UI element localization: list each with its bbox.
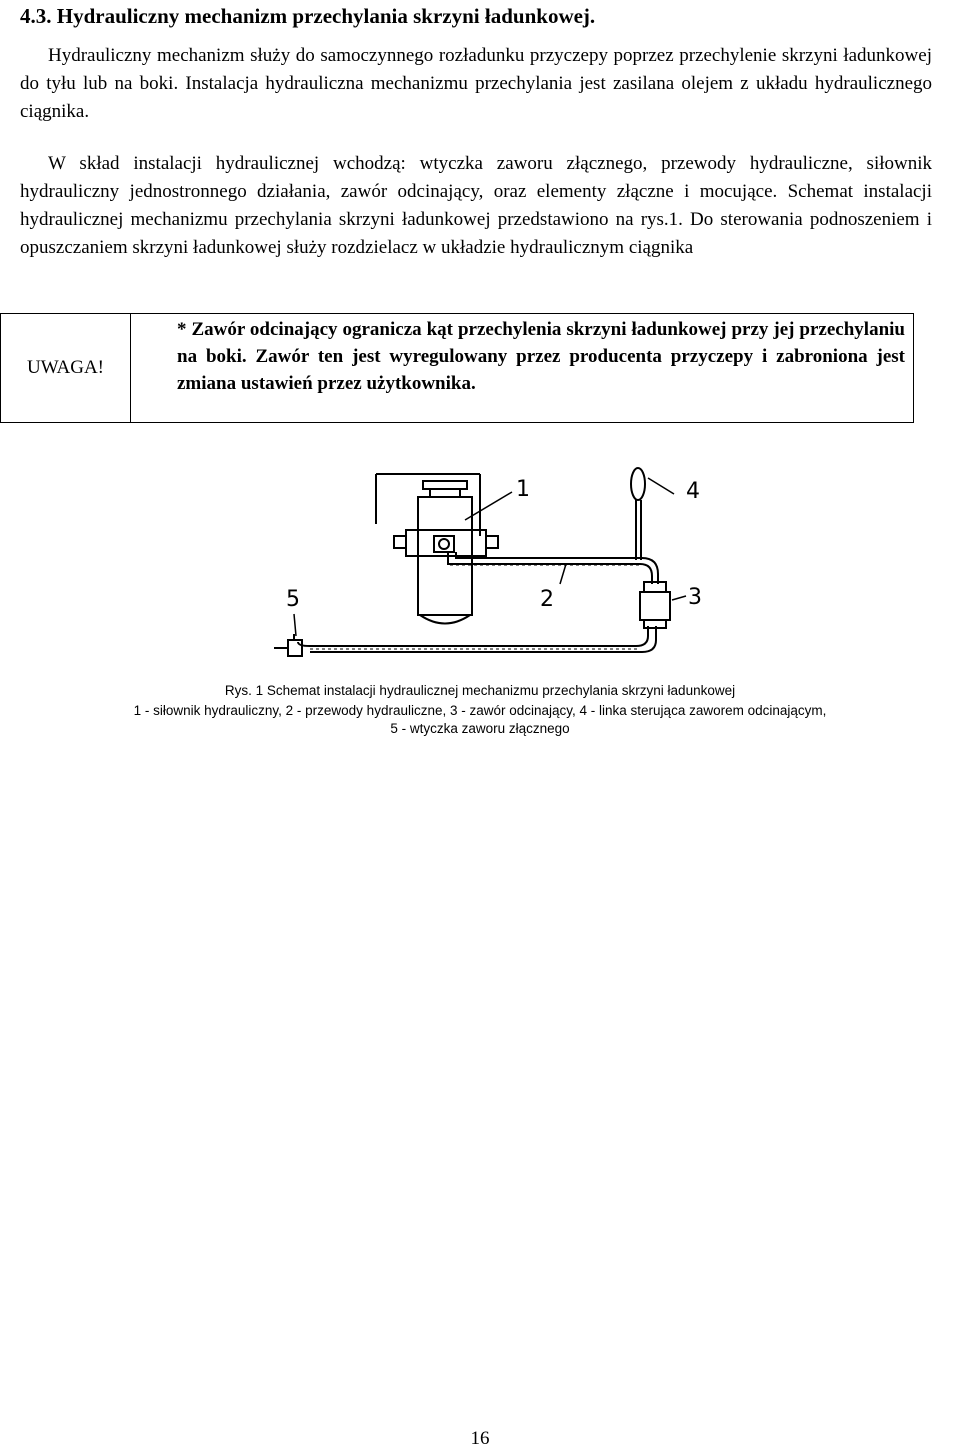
- callout-label-2: 2: [540, 587, 554, 612]
- hydraulic-schematic-figure: [270, 464, 720, 670]
- warning-label: UWAGA!: [1, 314, 131, 422]
- cylinder-outline: [376, 474, 498, 624]
- warning-text: * Zawór odcinający ogranicza kąt przechylenia skrzyni ładunkowej przy jej przechylaniu na boki. Zawór ten jest wyregulowany przez producenta przyczepy i zabroniona jest zmiana ustawień przez użytkownika.: [177, 319, 905, 394]
- coupling-plug: [274, 634, 302, 656]
- callout-label-3: 3: [688, 585, 702, 610]
- callout-label-5: 5: [286, 587, 300, 612]
- figure-caption-legend-1: 1 - siłownik hydrauliczny, 2 - przewody hydrauliczne, 3 - zawór odcinający, 4 - linka sterująca zaworem odcinającym,: [133, 703, 827, 718]
- figure-caption-legend-2: 5 - wtyczka zaworu złącznego: [390, 721, 570, 736]
- intro-paragraph-text: Hydrauliczny mechanizm służy do samoczynnego rozładunku przyczepy poprzez przechylenie skrzyni ładunkowej do tyłu lub na boki. Instalacja hydrauliczna mechanizmu przechylania jest zasilana olejem z układu hydraulicznego ciągnika.: [20, 45, 932, 122]
- figure-caption-title: Rys. 1 Schemat instalacji hydraulicznej mechanizmu przechylania skrzyni ładunkowej: [224, 683, 736, 698]
- components-paragraph: [20, 150, 932, 262]
- shut-off-valve: [640, 582, 670, 628]
- callout-label-4: 4: [686, 479, 700, 504]
- warning-box: [0, 313, 914, 423]
- control-cable: [631, 468, 645, 560]
- intro-paragraph: [20, 42, 932, 126]
- page-number: 16: [470, 1428, 490, 1449]
- hydraulic-hose: [298, 552, 658, 652]
- components-paragraph-text: W skład instalacji hydraulicznej wchodzą: wtyczka zaworu złącznego, przewody hydrauliczne, siłownik hydrauliczny jednostronnego działania, zawór odcinający, oraz elementy złączne i mocujące. Schemat instalacji hydraulicznej mechanizmu przechylania skrzyni ładunkowej przedstawiono na rys.1. Do sterowania podnoszeniem i opuszczaniem skrzyni ładunkowej służy rozdzielacz w układzie hydraulicznym ciągnika: [20, 153, 932, 258]
- section-heading: 4.3. Hydrauliczny mechanizm przechylania skrzyni ładunkowej.: [20, 4, 596, 28]
- callout-label-1: 1: [516, 477, 530, 502]
